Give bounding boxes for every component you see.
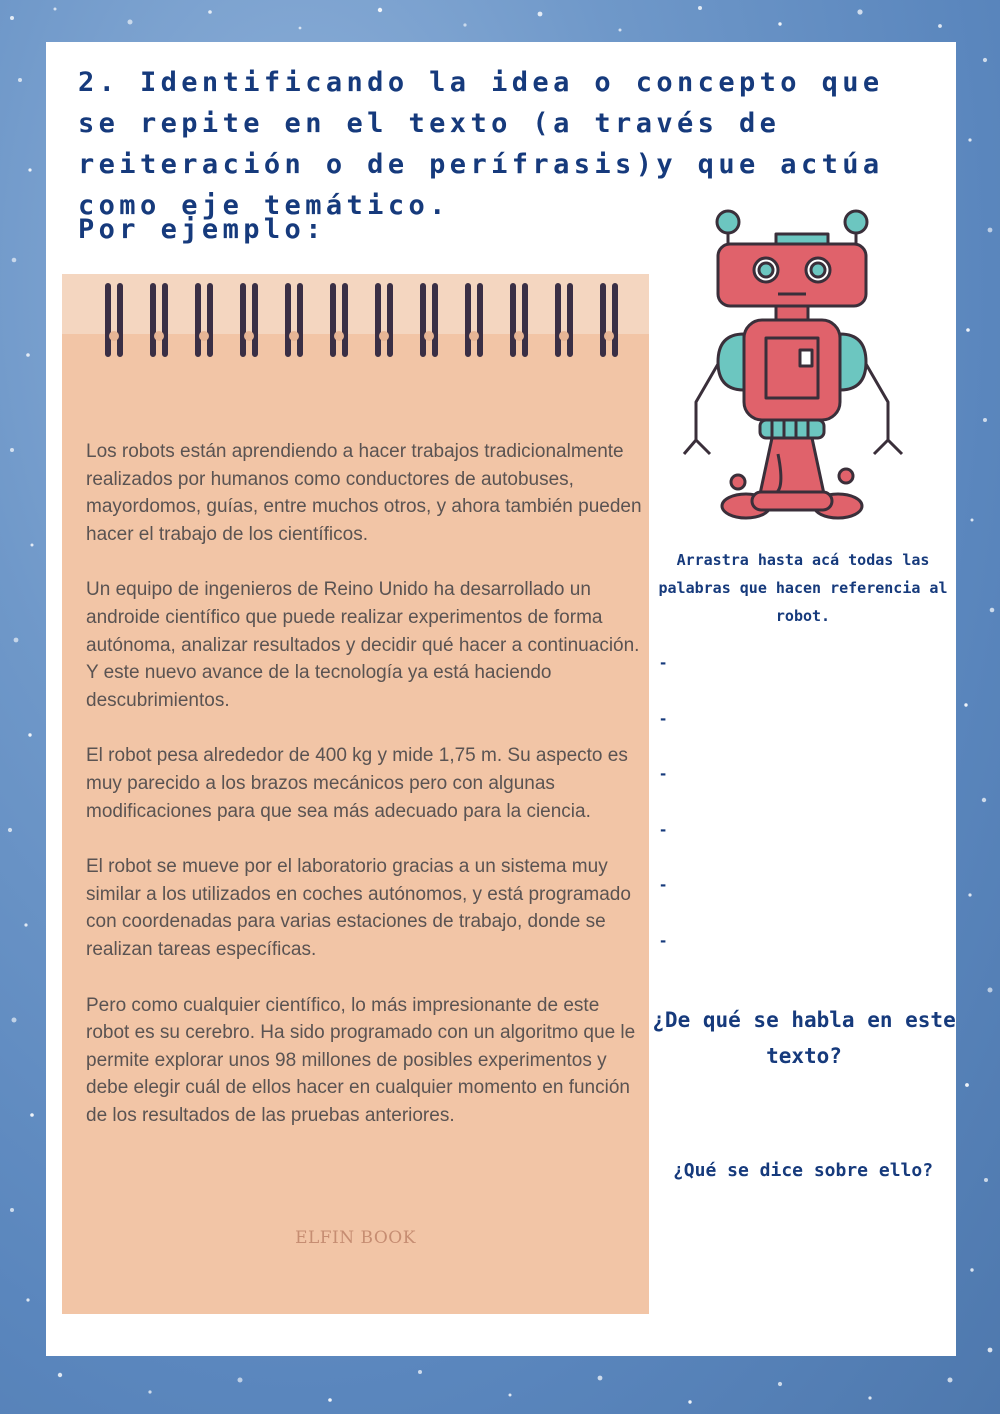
drop-slot[interactable]: -: [660, 765, 667, 783]
drop-slot[interactable]: -: [660, 654, 667, 672]
drag-instructions: Arrastra hasta acá todas las palabras que hacen referencia al robot.: [658, 551, 948, 625]
robot-illustration: [682, 204, 922, 524]
drop-slot[interactable]: -: [660, 931, 667, 950]
article-text: [86, 438, 642, 1157]
notebook-card: [62, 274, 649, 1314]
paragraph: El robot se mueve por el laboratorio gracias a un sistema muy similar a los utilizados en coches autónomos, y está programado con coordenadas para varias estaciones de trabajo, donde se realizan tareas específicas.: [86, 856, 631, 960]
paragraph: Los robots están aprendiendo a hacer trabajos tradicionalmente realizados por humanos como conductores de autobuses, mayordomos, guías, entre muchos otros, y ahora también pueden hacer el trabajo de los científicos.: [86, 441, 642, 545]
example-label: Por ejemplo:: [78, 214, 326, 245]
page-title: 2. Identificando la idea o concepto que se repite en el texto (a través de reiteración o de perífrasis)y que actúa como eje temático.: [78, 67, 884, 221]
worksheet-page: [46, 42, 956, 1356]
paragraph: El robot pesa alrededor de 400 kg y mide 1,75 m. Su aspecto es muy parecido a los brazos mecánicos pero con algunas modificaciones para que sea más adecuado para la ciencia.: [86, 745, 628, 822]
drop-slot[interactable]: -: [660, 709, 667, 728]
paragraph: Pero como cualquier científico, lo más impresionante de este robot es su cerebro. Ha sido programado con un algoritmo que le permite explorar unos 98 millones de posibles experimentos y debe elegir cuál de ellos hacer en cualquier momento en función de los resultados de las pruebas anteriores.: [86, 994, 636, 1126]
drop-zone-list: [660, 656, 666, 989]
spiral-binding-icon: [62, 274, 649, 374]
notebook-brand: ELFIN BOOK: [295, 1228, 416, 1248]
question-detail: ¿Qué se dice sobre ello?: [672, 1160, 934, 1181]
paragraph: Un equipo de ingenieros de Reino Unido ha desarrollado un androide científico que puede realizar experimentos de forma autónoma, analizar resultados y decidir qué hacer a continuación. Y este nuevo avance de la tecnología ya está haciendo descubrimientos.: [86, 579, 640, 711]
drop-slot[interactable]: -: [660, 876, 667, 894]
question-topic: ¿De qué se habla en este texto?: [652, 1008, 956, 1068]
drop-slot[interactable]: -: [660, 820, 667, 839]
